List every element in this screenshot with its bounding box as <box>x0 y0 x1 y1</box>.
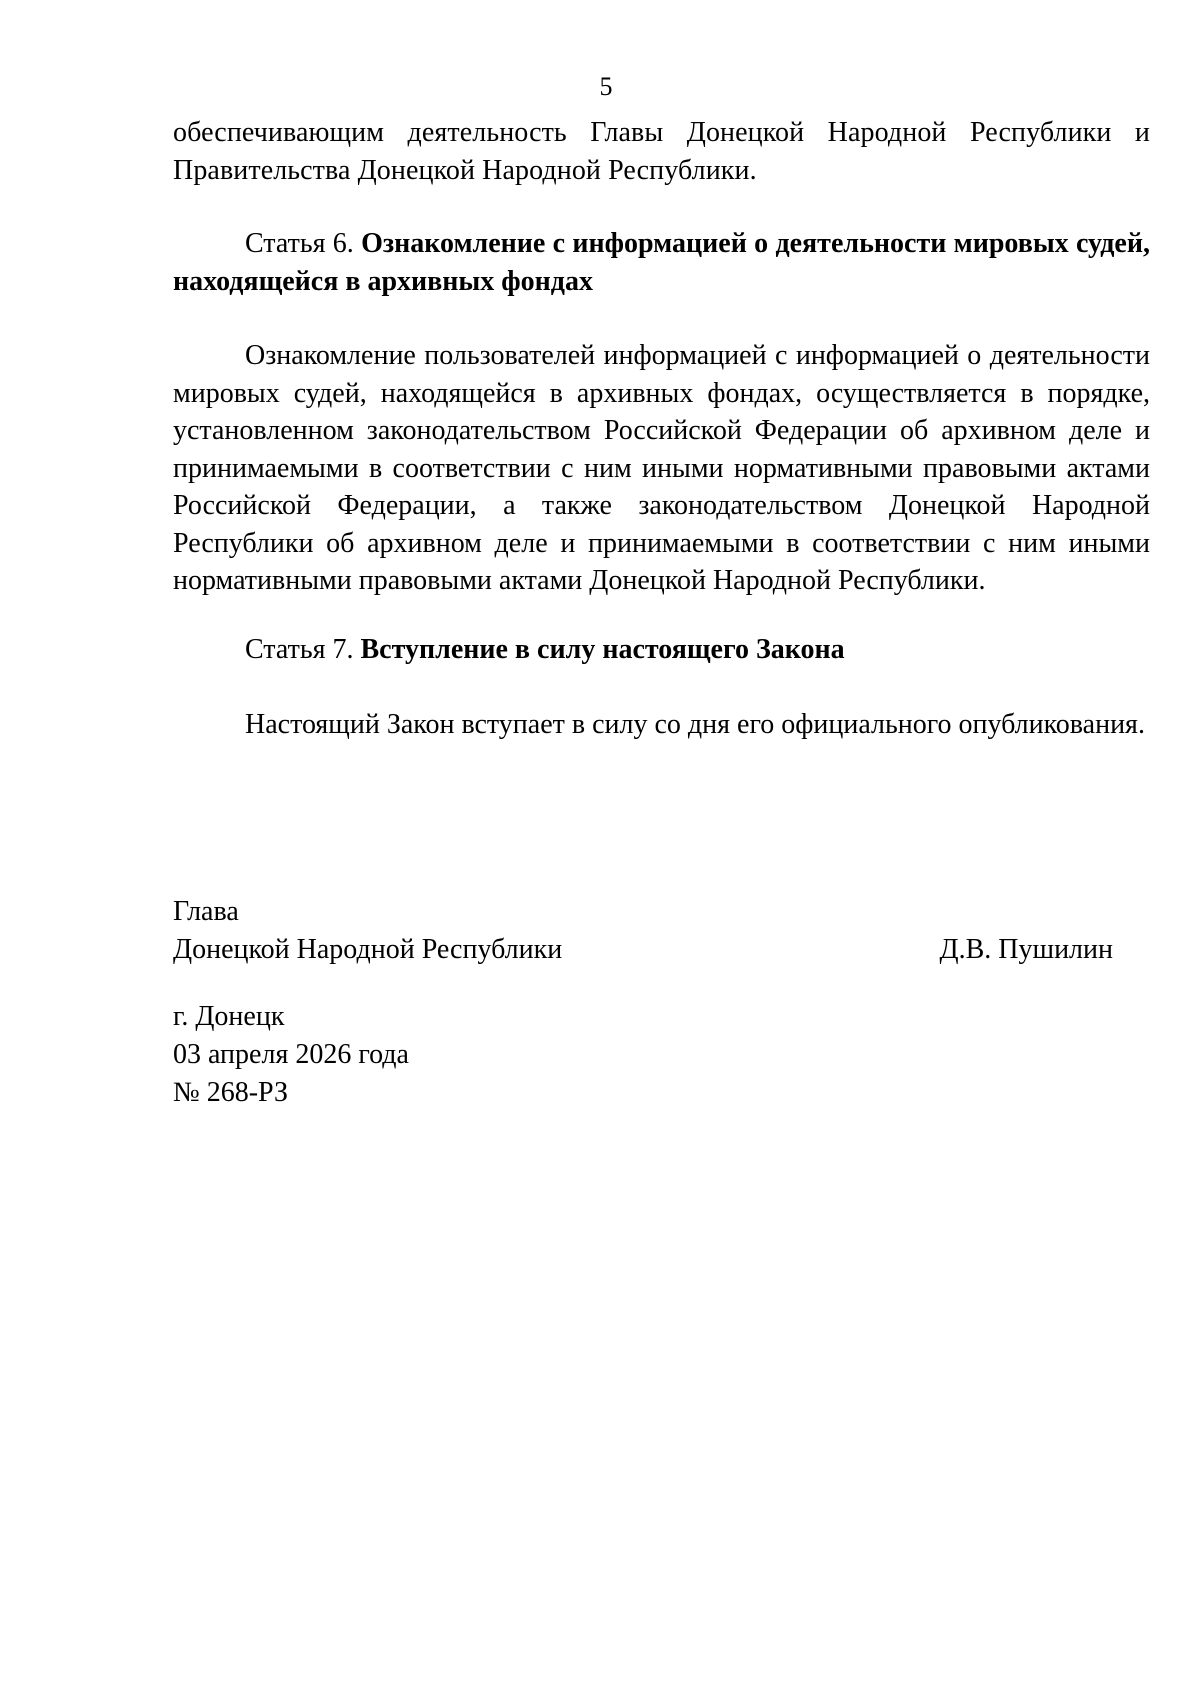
article-7-body: Настоящий Закон вступает в силу со дня его официального опубликования. <box>245 709 1145 740</box>
article-6-heading <box>173 225 1150 300</box>
signatory-position-line2: Донецкой Народной Республики <box>173 934 563 965</box>
article-7-title: Вступление в силу настоящего Закона <box>360 634 845 665</box>
continuation-paragraph: обеспечивающим деятельность Главы Донецкой Народной Республики и Правительства Донецкой Народной Республики. <box>173 117 1150 186</box>
signature-block <box>173 893 1113 969</box>
city: г. Донецк <box>173 1001 285 1032</box>
signature-row <box>173 931 1113 969</box>
article-7-heading <box>173 631 1150 669</box>
signatory-name: Д.В. Пушилин <box>939 934 1113 965</box>
law-number: № 268-РЗ <box>173 1077 288 1108</box>
article-7-label: Статья 7. <box>245 634 354 665</box>
page-number: 5 <box>599 72 613 101</box>
place-date-block <box>173 998 409 1112</box>
signatory-position-line1: Глава <box>173 896 239 927</box>
date: 03 апреля 2026 года <box>173 1039 409 1070</box>
article-6-title: Ознакомление с информацией о деятельности мировых судей, находящейся в архивных фондах <box>173 228 1150 297</box>
article-6-label: Статья 6. <box>245 228 354 259</box>
article-6-body: Ознакомление пользователей информацией с информацией о деятельности мировых судей, находящейся в архивных фондах, осуществляется в порядке, установленном законодательством Российской Федерации об архивном деле и принимаемыми в соответствии с ним иными нормативными правовыми актами Российской Федерации, а также законодательством Донецкой Народной Республики об архивном деле и принимаемыми в соответствии с ним иными нормативными правовыми актами Донецкой Народной Республики. <box>173 340 1150 596</box>
